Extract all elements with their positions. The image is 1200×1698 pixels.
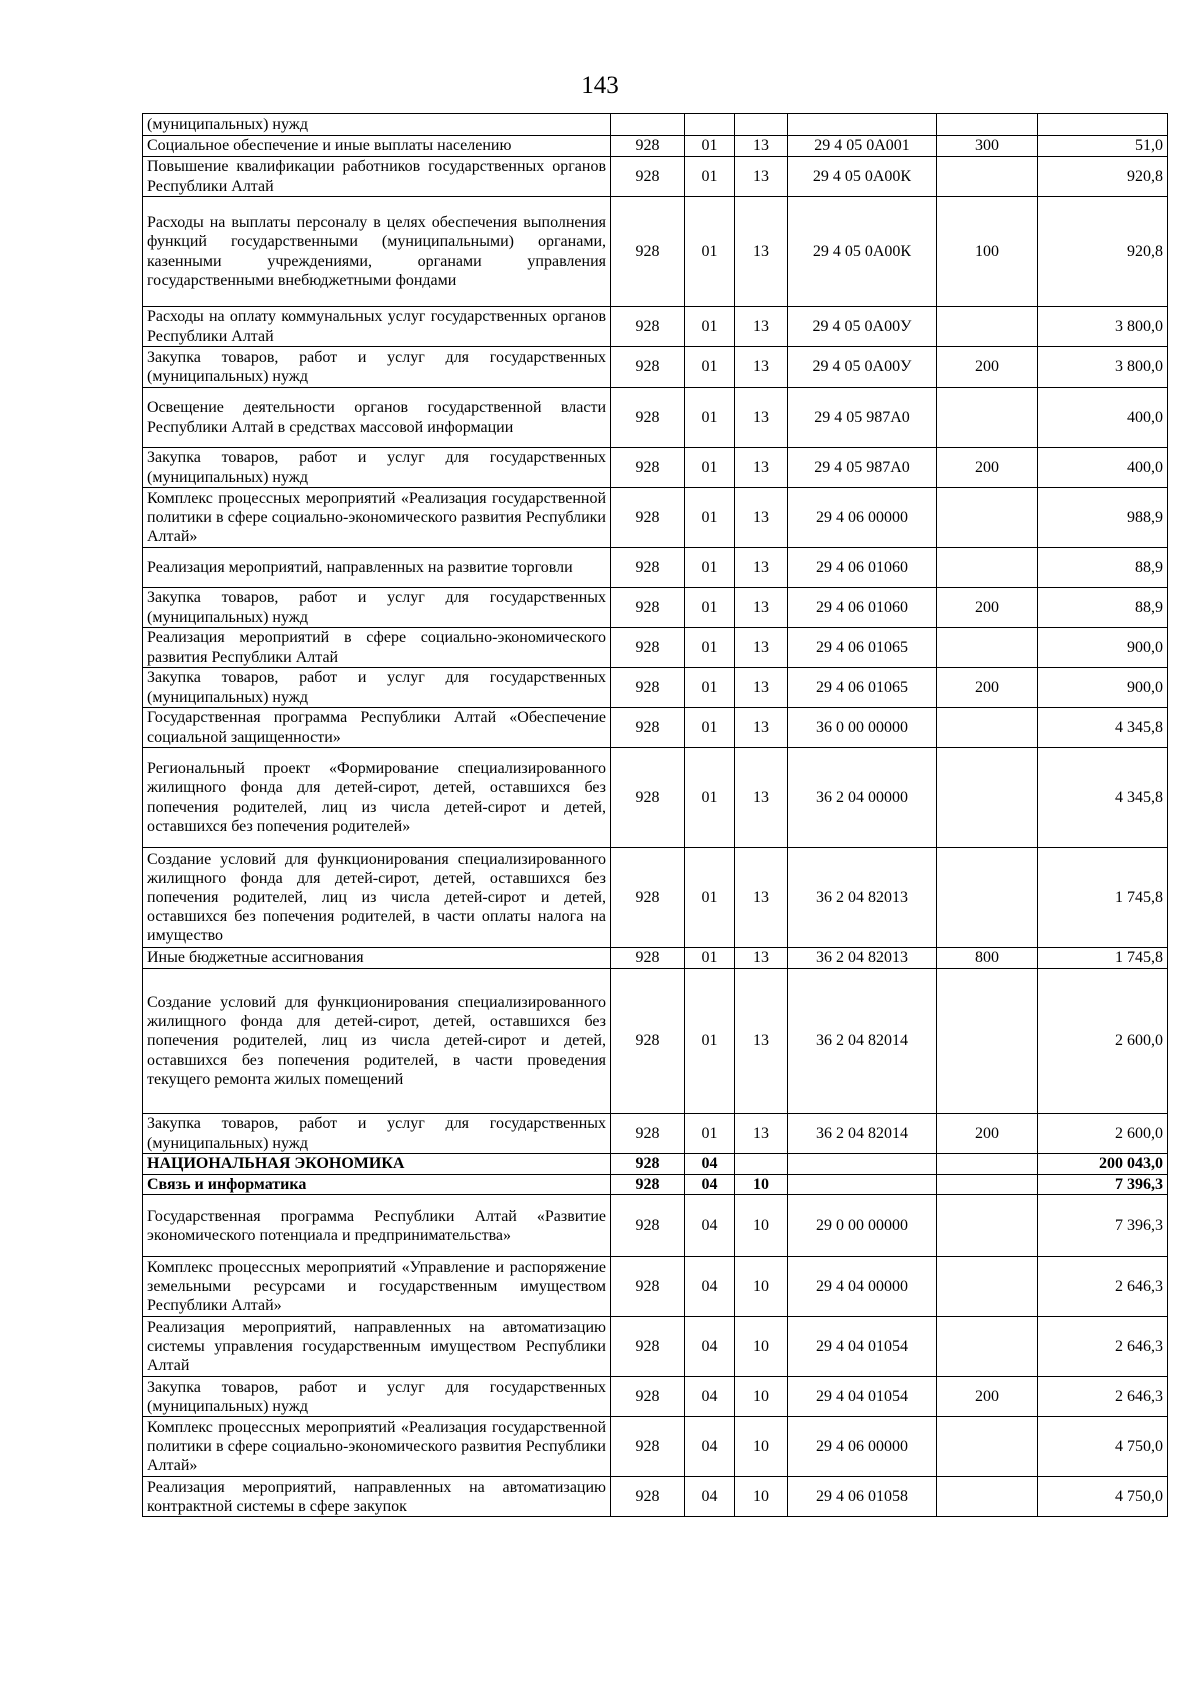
row-name-cell: (муниципальных) нужд — [143, 114, 611, 136]
row-expense-type — [937, 1175, 1038, 1195]
row-subsection-code: 13 — [735, 708, 788, 748]
row-name-cell: Реализация мероприятий в сфере социально-экономического развития Республики Алтай — [143, 628, 611, 668]
row-expense-type — [937, 1477, 1038, 1517]
row-name-cell: Закупка товаров, работ и услуг для государственных (муниципальных) нужд — [143, 347, 611, 388]
row-ministry-code: 928 — [611, 748, 685, 848]
row-ministry-code: 928 — [611, 848, 685, 948]
row-expense-type — [937, 388, 1038, 448]
row-subsection-code: 13 — [735, 307, 788, 347]
row-amount: 7 396,3 — [1038, 1195, 1168, 1257]
page-number: 143 — [581, 72, 619, 99]
table-row — [143, 628, 1168, 668]
row-subsection-code: 13 — [735, 848, 788, 948]
row-section-code: 01 — [685, 307, 735, 347]
row-target-article: 29 4 06 01065 — [788, 628, 937, 668]
row-subsection-code: 13 — [735, 1114, 788, 1154]
table-row — [143, 1417, 1168, 1477]
row-expense-type — [937, 488, 1038, 548]
row-subsection-code: 13 — [735, 628, 788, 668]
row-name-cell: Иные бюджетные ассигнования — [143, 948, 611, 969]
row-ministry-code: 928 — [611, 1257, 685, 1317]
row-target-article: 29 4 05 0А001 — [788, 136, 937, 157]
row-ministry-code: 928 — [611, 488, 685, 548]
row-target-article: 29 4 04 01054 — [788, 1377, 937, 1417]
row-target-article — [788, 114, 937, 136]
row-ministry-code: 928 — [611, 347, 685, 388]
table-row — [143, 136, 1168, 157]
row-section-code: 01 — [685, 488, 735, 548]
row-expense-type: 200 — [937, 448, 1038, 488]
table-row — [143, 1257, 1168, 1317]
row-ministry-code: 928 — [611, 448, 685, 488]
table-row — [143, 157, 1168, 197]
table-row — [143, 114, 1168, 136]
row-section-code: 01 — [685, 388, 735, 448]
row-target-article — [788, 1154, 937, 1175]
row-target-article: 29 4 06 00000 — [788, 1417, 937, 1477]
row-expense-type: 300 — [937, 136, 1038, 157]
row-name-cell: Реализация мероприятий, направленных на автоматизацию контрактной системы в сфере закупок — [143, 1477, 611, 1517]
row-section-code: 04 — [685, 1377, 735, 1417]
row-expense-type: 800 — [937, 948, 1038, 969]
row-section-code: 04 — [685, 1154, 735, 1175]
row-expense-type — [937, 307, 1038, 347]
row-name-cell: Закупка товаров, работ и услуг для государственных (муниципальных) нужд — [143, 448, 611, 488]
row-name-cell: Создание условий для функционирования специализированного жилищного фонда для детей-сирот, детей, оставшихся без попечения родителей, лиц из числа детей-сирот и детей, оставшихся без попечения родителей, в части оплаты налога на имущество — [143, 848, 611, 948]
row-ministry-code — [611, 114, 685, 136]
row-section-code: 01 — [685, 848, 735, 948]
row-name-cell: Закупка товаров, работ и услуг для государственных (муниципальных) нужд — [143, 588, 611, 628]
row-expense-type: 200 — [937, 1377, 1038, 1417]
row-amount: 900,0 — [1038, 628, 1168, 668]
table-row — [143, 588, 1168, 628]
row-section-code: 01 — [685, 157, 735, 197]
row-ministry-code: 928 — [611, 307, 685, 347]
row-expense-type: 200 — [937, 668, 1038, 708]
table-row — [143, 388, 1168, 448]
row-subsection-code: 10 — [735, 1317, 788, 1377]
table-row — [143, 748, 1168, 848]
row-amount: 88,9 — [1038, 548, 1168, 588]
row-amount: 51,0 — [1038, 136, 1168, 157]
table-row — [143, 488, 1168, 548]
row-amount: 3 800,0 — [1038, 347, 1168, 388]
row-target-article: 29 4 05 0А00У — [788, 307, 937, 347]
row-name-cell: Связь и информатика — [143, 1175, 611, 1195]
row-name-cell: Создание условий для функционирования специализированного жилищного фонда для детей-сирот, детей, оставшихся без попечения родителей, лиц из числа детей-сирот и детей, оставшихся без попечения родителей, в части проведения текущего ремонта жилых помещений — [143, 969, 611, 1114]
row-name-cell: Комплекс процессных мероприятий «Управление и распоряжение земельными ресурсами и государственным имуществом Республики Алтай» — [143, 1257, 611, 1317]
row-amount: 900,0 — [1038, 668, 1168, 708]
row-subsection-code: 13 — [735, 448, 788, 488]
row-expense-type — [937, 1154, 1038, 1175]
row-expense-type: 200 — [937, 347, 1038, 388]
row-target-article: 29 4 04 00000 — [788, 1257, 937, 1317]
row-target-article: 29 4 06 01060 — [788, 548, 937, 588]
row-subsection-code: 13 — [735, 347, 788, 388]
row-name-cell: Повышение квалификации работников государственных органов Республики Алтай — [143, 157, 611, 197]
row-subsection-code: 10 — [735, 1257, 788, 1317]
row-subsection-code: 10 — [735, 1195, 788, 1257]
row-target-article: 36 2 04 82013 — [788, 948, 937, 969]
budget-table-body — [143, 114, 1168, 1517]
row-name-cell: Закупка товаров, работ и услуг для государственных (муниципальных) нужд — [143, 1377, 611, 1417]
row-name-cell: Комплекс процессных мероприятий «Реализация государственной политики в сфере социально-экономического развития Республики Алтай» — [143, 488, 611, 548]
row-target-article: 36 2 04 82013 — [788, 848, 937, 948]
row-expense-type — [937, 708, 1038, 748]
row-amount: 4 345,8 — [1038, 708, 1168, 748]
row-section-code: 01 — [685, 448, 735, 488]
table-row — [143, 1317, 1168, 1377]
row-name-cell: Освещение деятельности органов государственной власти Республики Алтай в средствах массовой информации — [143, 388, 611, 448]
row-amount: 4 750,0 — [1038, 1417, 1168, 1477]
row-target-article: 29 4 05 987А0 — [788, 388, 937, 448]
row-ministry-code: 928 — [611, 1377, 685, 1417]
row-name-cell: Закупка товаров, работ и услуг для государственных (муниципальных) нужд — [143, 1114, 611, 1154]
row-expense-type — [937, 548, 1038, 588]
row-target-article: 29 4 05 0А00У — [788, 347, 937, 388]
row-ministry-code: 928 — [611, 197, 685, 307]
row-amount: 7 396,3 — [1038, 1175, 1168, 1195]
row-subsection-code — [735, 1154, 788, 1175]
row-name-cell: Региональный проект «Формирование специализированного жилищного фонда для детей-сирот, детей, оставшихся без попечения родителей, лиц из числа детей-сирот и детей, оставшихся без попечения родителей» — [143, 748, 611, 848]
row-section-code: 01 — [685, 197, 735, 307]
row-name-cell: Реализация мероприятий, направленных на развитие торговли — [143, 548, 611, 588]
row-section-code: 04 — [685, 1317, 735, 1377]
row-ministry-code: 928 — [611, 157, 685, 197]
row-target-article: 29 4 04 01054 — [788, 1317, 937, 1377]
row-amount: 2 646,3 — [1038, 1377, 1168, 1417]
row-ministry-code: 928 — [611, 1417, 685, 1477]
row-name-cell: Реализация мероприятий, направленных на автоматизацию системы управления государственным имуществом Республики Алтай — [143, 1317, 611, 1377]
row-target-article: 29 0 00 00000 — [788, 1195, 937, 1257]
row-subsection-code: 13 — [735, 197, 788, 307]
row-subsection-code: 13 — [735, 157, 788, 197]
table-row — [143, 1175, 1168, 1195]
row-subsection-code: 13 — [735, 136, 788, 157]
row-name-cell: Социальное обеспечение и иные выплаты населению — [143, 136, 611, 157]
row-target-article — [788, 1175, 937, 1195]
budget-table — [142, 113, 1168, 1517]
row-section-code: 04 — [685, 1175, 735, 1195]
row-target-article: 36 2 04 82014 — [788, 969, 937, 1114]
row-amount: 2 600,0 — [1038, 1114, 1168, 1154]
row-subsection-code: 13 — [735, 488, 788, 548]
row-section-code: 01 — [685, 948, 735, 969]
row-amount: 200 043,0 — [1038, 1154, 1168, 1175]
row-subsection-code: 13 — [735, 748, 788, 848]
row-ministry-code: 928 — [611, 1154, 685, 1175]
row-ministry-code: 928 — [611, 969, 685, 1114]
row-ministry-code: 928 — [611, 708, 685, 748]
table-row — [143, 1114, 1168, 1154]
row-amount: 2 600,0 — [1038, 969, 1168, 1114]
row-target-article: 36 0 00 00000 — [788, 708, 937, 748]
row-subsection-code: 10 — [735, 1377, 788, 1417]
row-subsection-code: 13 — [735, 548, 788, 588]
row-section-code: 01 — [685, 708, 735, 748]
row-amount: 1 745,8 — [1038, 848, 1168, 948]
row-expense-type — [937, 1317, 1038, 1377]
row-section-code: 04 — [685, 1477, 735, 1517]
row-expense-type: 200 — [937, 1114, 1038, 1154]
row-name-cell: Комплекс процессных мероприятий «Реализация государственной политики в сфере социально-экономического развития Республики Алтай» — [143, 1417, 611, 1477]
table-row — [143, 708, 1168, 748]
row-target-article: 36 2 04 00000 — [788, 748, 937, 848]
row-name-cell: Государственная программа Республики Алтай «Обеспечение социальной защищенности» — [143, 708, 611, 748]
row-amount: 400,0 — [1038, 448, 1168, 488]
row-target-article: 29 4 05 987А0 — [788, 448, 937, 488]
row-subsection-code: 13 — [735, 668, 788, 708]
row-amount: 2 646,3 — [1038, 1257, 1168, 1317]
table-row — [143, 969, 1168, 1114]
table-row — [143, 1477, 1168, 1517]
row-subsection-code: 13 — [735, 969, 788, 1114]
row-amount: 2 646,3 — [1038, 1317, 1168, 1377]
row-amount: 400,0 — [1038, 388, 1168, 448]
table-row — [143, 347, 1168, 388]
row-ministry-code: 928 — [611, 628, 685, 668]
table-row — [143, 1154, 1168, 1175]
row-amount: 920,8 — [1038, 157, 1168, 197]
row-subsection-code: 10 — [735, 1417, 788, 1477]
table-row — [143, 848, 1168, 948]
row-ministry-code: 928 — [611, 588, 685, 628]
row-subsection-code: 13 — [735, 388, 788, 448]
row-expense-type — [937, 628, 1038, 668]
row-amount: 3 800,0 — [1038, 307, 1168, 347]
row-expense-type — [937, 969, 1038, 1114]
row-name-cell: Закупка товаров, работ и услуг для государственных (муниципальных) нужд — [143, 668, 611, 708]
table-row — [143, 307, 1168, 347]
row-expense-type: 200 — [937, 588, 1038, 628]
row-target-article: 29 4 05 0А00К — [788, 157, 937, 197]
row-target-article: 29 4 06 01065 — [788, 668, 937, 708]
row-subsection-code: 13 — [735, 948, 788, 969]
table-row — [143, 548, 1168, 588]
row-section-code: 01 — [685, 588, 735, 628]
row-ministry-code: 928 — [611, 388, 685, 448]
row-subsection-code — [735, 114, 788, 136]
row-ministry-code: 928 — [611, 1175, 685, 1195]
row-name-cell: НАЦИОНАЛЬНАЯ ЭКОНОМИКА — [143, 1154, 611, 1175]
row-ministry-code: 928 — [611, 1114, 685, 1154]
row-amount: 988,9 — [1038, 488, 1168, 548]
table-row — [143, 1195, 1168, 1257]
row-section-code: 01 — [685, 668, 735, 708]
row-name-cell: Расходы на выплаты персоналу в целях обеспечения выполнения функций государственными (муниципальными) органами, казенными учреждениями, органами управления государственными внебюджетными фондами — [143, 197, 611, 307]
row-section-code: 01 — [685, 136, 735, 157]
row-section-code: 01 — [685, 347, 735, 388]
row-section-code: 04 — [685, 1417, 735, 1477]
row-subsection-code: 13 — [735, 588, 788, 628]
row-amount: 1 745,8 — [1038, 948, 1168, 969]
row-name-cell: Государственная программа Республики Алтай «Развитие экономического потенциала и предпринимательства» — [143, 1195, 611, 1257]
row-section-code: 01 — [685, 1114, 735, 1154]
row-section-code: 01 — [685, 969, 735, 1114]
row-section-code: 01 — [685, 548, 735, 588]
row-target-article: 36 2 04 82014 — [788, 1114, 937, 1154]
row-section-code: 01 — [685, 628, 735, 668]
row-section-code: 04 — [685, 1257, 735, 1317]
row-target-article: 29 4 05 0А00К — [788, 197, 937, 307]
row-expense-type: 100 — [937, 197, 1038, 307]
row-ministry-code: 928 — [611, 668, 685, 708]
row-target-article: 29 4 06 01058 — [788, 1477, 937, 1517]
row-ministry-code: 928 — [611, 1195, 685, 1257]
table-row — [143, 1377, 1168, 1417]
row-target-article: 29 4 06 01060 — [788, 588, 937, 628]
table-row — [143, 448, 1168, 488]
row-expense-type — [937, 114, 1038, 136]
row-section-code: 01 — [685, 748, 735, 848]
row-target-article: 29 4 06 00000 — [788, 488, 937, 548]
row-expense-type — [937, 1195, 1038, 1257]
table-row — [143, 197, 1168, 307]
row-expense-type — [937, 1417, 1038, 1477]
row-ministry-code: 928 — [611, 136, 685, 157]
table-row — [143, 948, 1168, 969]
row-expense-type — [937, 848, 1038, 948]
row-ministry-code: 928 — [611, 948, 685, 969]
row-amount: 88,9 — [1038, 588, 1168, 628]
row-amount: 4 750,0 — [1038, 1477, 1168, 1517]
table-row — [143, 668, 1168, 708]
row-amount: 4 345,8 — [1038, 748, 1168, 848]
row-amount: 920,8 — [1038, 197, 1168, 307]
row-amount — [1038, 114, 1168, 136]
row-name-cell: Расходы на оплату коммунальных услуг государственных органов Республики Алтай — [143, 307, 611, 347]
row-section-code — [685, 114, 735, 136]
row-expense-type — [937, 157, 1038, 197]
row-ministry-code: 928 — [611, 1317, 685, 1377]
row-section-code: 04 — [685, 1195, 735, 1257]
row-subsection-code: 10 — [735, 1175, 788, 1195]
row-subsection-code: 10 — [735, 1477, 788, 1517]
row-ministry-code: 928 — [611, 1477, 685, 1517]
row-expense-type — [937, 1257, 1038, 1317]
row-ministry-code: 928 — [611, 548, 685, 588]
row-expense-type — [937, 748, 1038, 848]
